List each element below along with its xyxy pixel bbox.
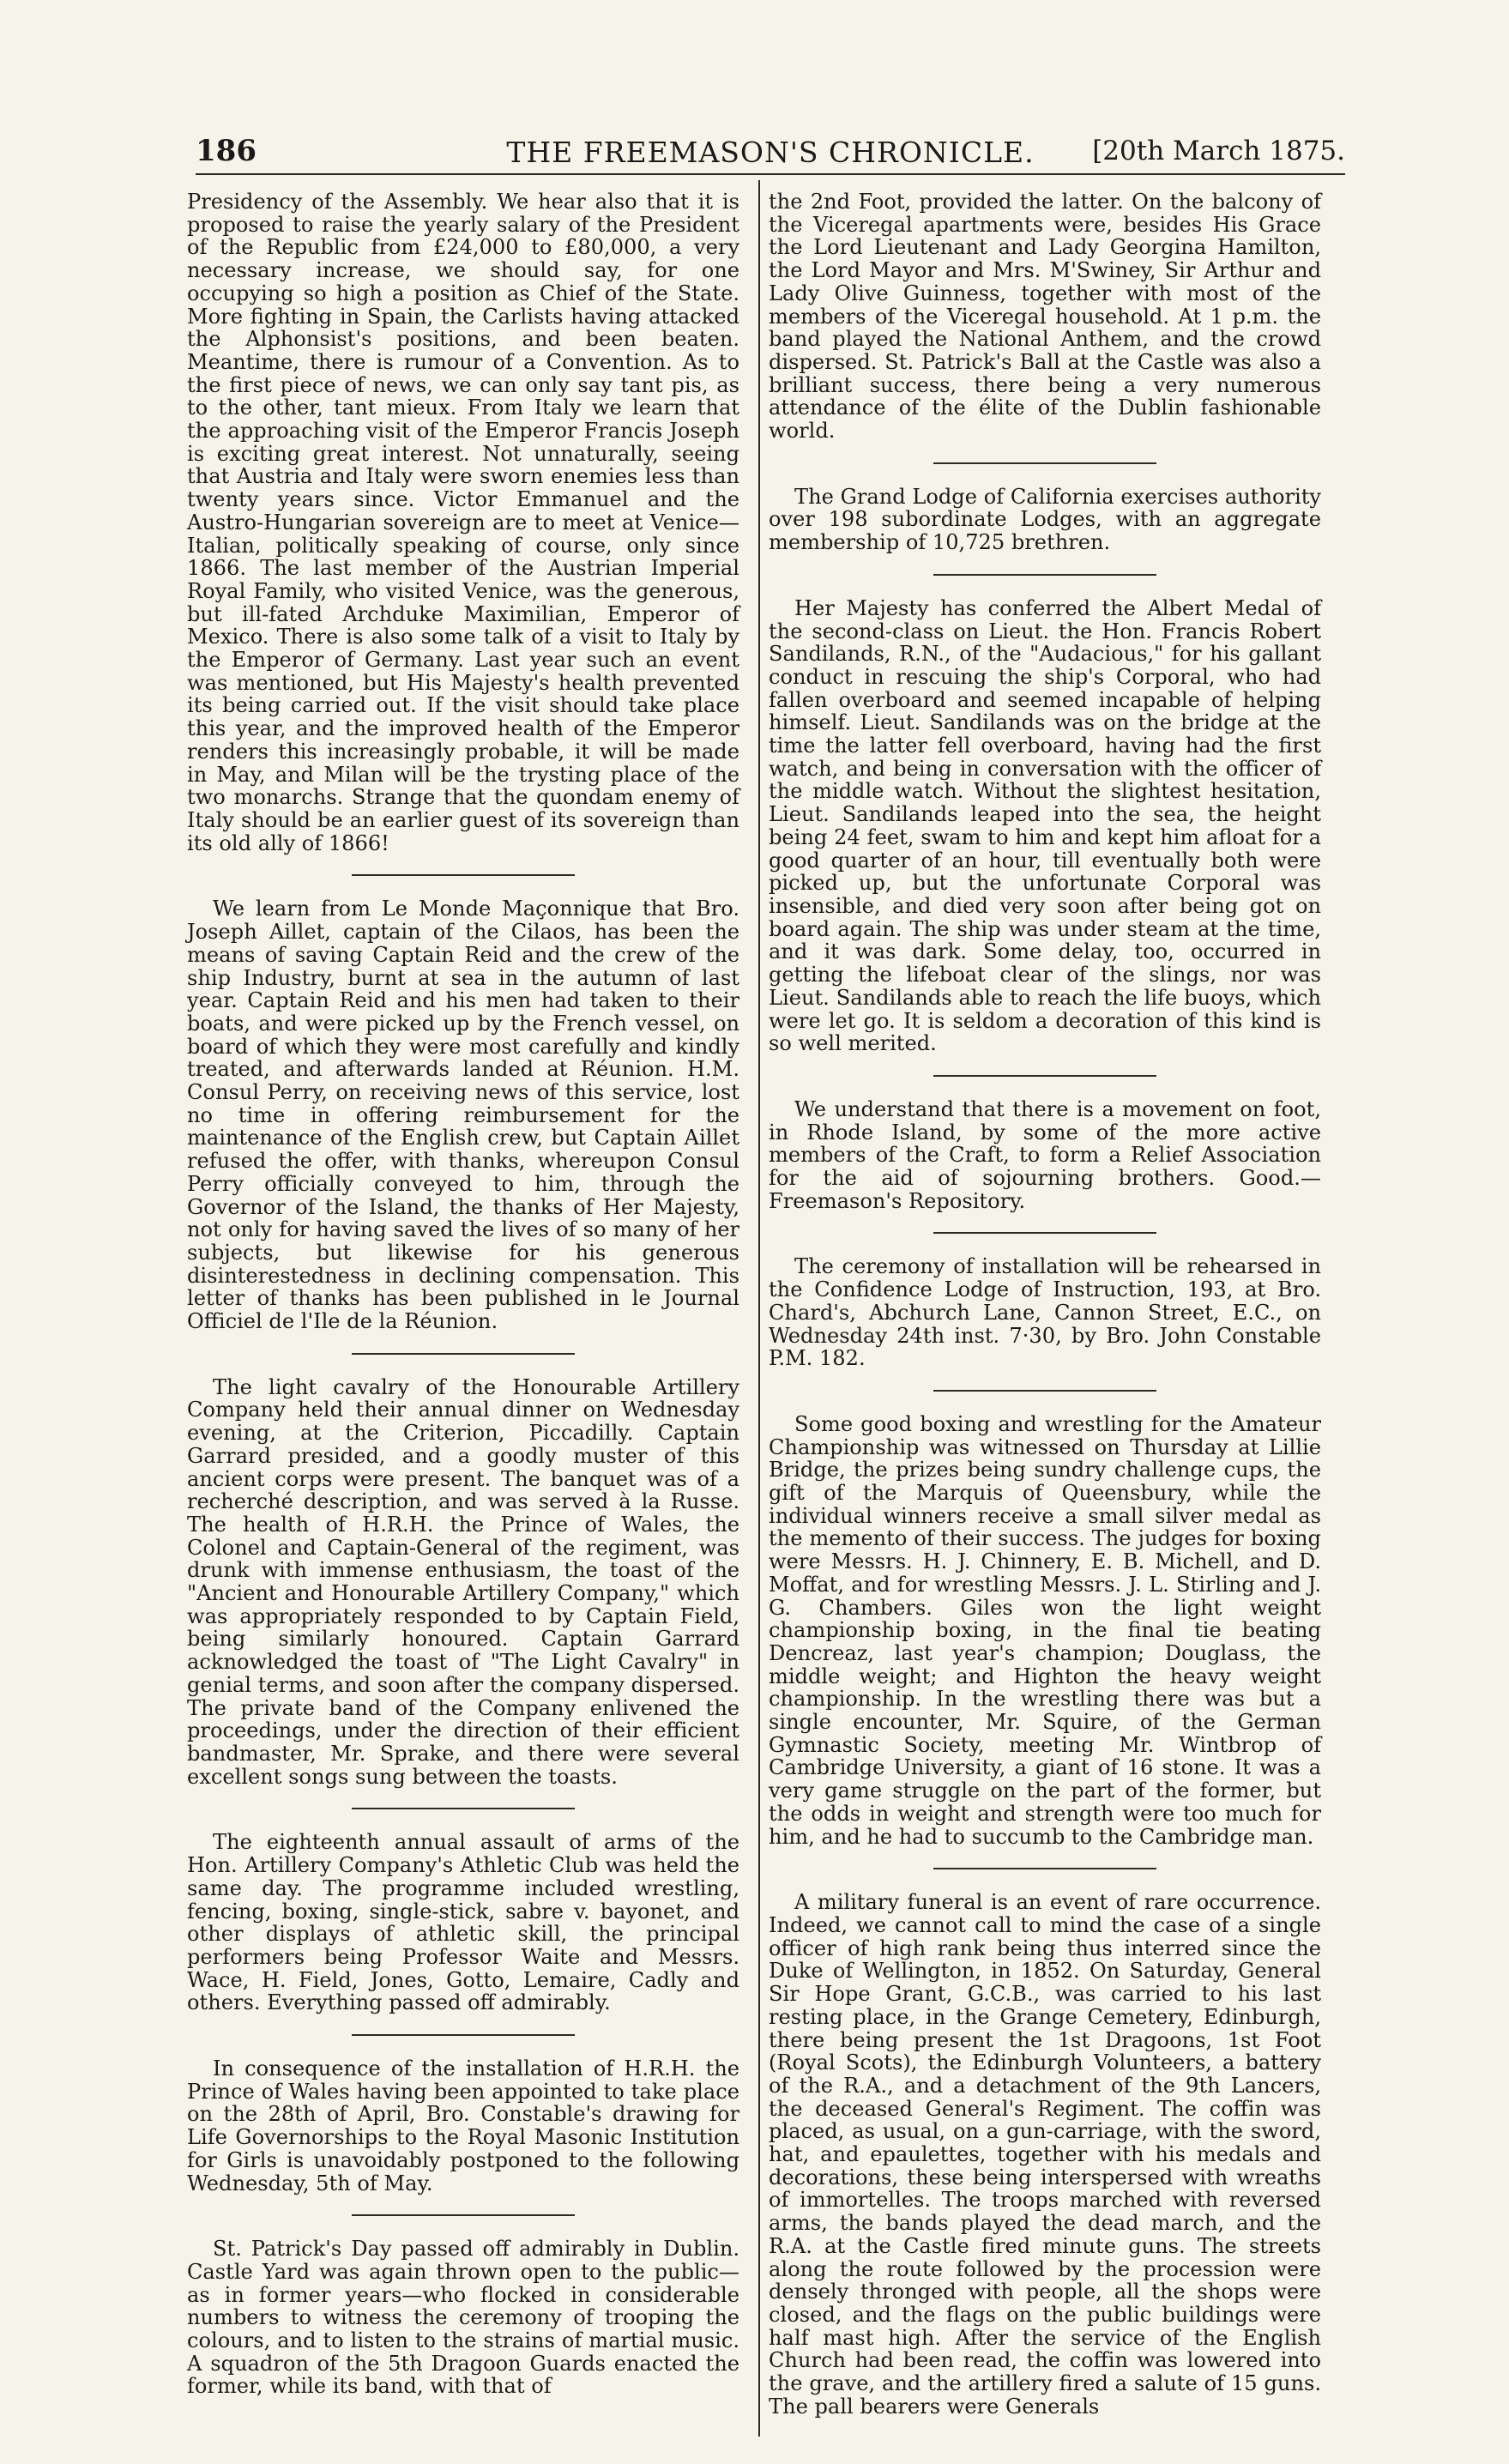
article-paragraph: The eighteenth annual assault of arms of the Hon. Artillery Company's Athletic Club was held the same day. The programme included wrestling, fencing, boxing, single-stick, sabre v. bayonet, and other displays of athletic skill, the principal performers being Professor Waite and Messrs. Wace, H. Field, Jones, Gotto, Lemaire, Cadly and others. Everything passed off admirably. <box>187 1830 739 2015</box>
article-paragraph: In consequence of the installation of H.R.H. the Prince of Wales having been appointed to take place on the 28th of April, Bro. Constable's drawing for Life Governorships to the Royal Masonic Institution for Girls is unavoidably postponed to the following Wednesday, 5th of May. <box>187 2056 739 2195</box>
article-paragraph: Some good boxing and wrestling for the Amateur Championship was witnessed on Thursday at Lillie Bridge, the prizes being sundry challenge cups, the gift of the Marquis of Queensbury, while the individual winners receive a small silver medal as the memento of their success. The judges for boxing were Messrs. H. J. Chinnery, E. B. Michell, and D. Moffat, and for wrestling Messrs. J. L. Stirling and J. G. Chambers. Giles won the light weight championship boxing, in the final tie beating Dencreaz, last year's champion; Douglass, the middle weight; and Highton the heavy weight championship. In the wrestling there was but a single encounter, Mr. Squire, of the German Gymnastic Society, meeting Mr. Wintbrop of Cambridge University, a giant of 16 stone. It was a very game struggle on the part of the former, but the odds in weight and strength were too much for him, and he had to succumb to the Cambridge man. <box>769 1411 1321 1849</box>
section-separator <box>769 1055 1321 1098</box>
article-paragraph: The light cavalry of the Honourable Artillery Company held their annual dinner on Wednesday evening, at the Criterion, Piccadilly. Captain Garrard presided, and a goodly muster of this ancient corps were present. The banquet was of a recherché description, and was served à la Russe. The health of H.R.H. the Prince of Wales, the Colonel and Captain-General of the regiment, was drunk with immense enthusiasm, the toast of the "Ancient and Honourable Artillery Company," which was appropriately responded to by Captain Field, being similarly honoured. Captain Garrard acknowledged the toast of "The Light Cavalry" in genial terms, and soon after the company dispersed. The private band of the Company enlivened the proceedings, under the direction of their efficient bandmaster, Mr. Sprake, and there were several excellent songs sung between the toasts. <box>187 1374 739 1789</box>
section-separator <box>187 1333 739 1376</box>
section-separator <box>187 1788 739 1831</box>
left-column <box>187 190 739 2398</box>
column-divider <box>758 180 760 2437</box>
section-separator <box>769 554 1321 597</box>
article-paragraph: St. Patrick's Day passed off admirably in Dublin. Castle Yard was again thrown open to the public—as in former years—who flocked in considerable numbers to witness the ceremony of trooping the colours, and to listen to the strains of martial music. A squadron of the 5th Dragoon Guards enacted the former, while its band, with that of <box>187 2237 739 2399</box>
section-separator <box>769 1370 1321 1413</box>
right-column <box>769 190 1321 2418</box>
article-paragraph: We learn from Le Monde Maçonnique that Bro. Joseph Aillet, captain of the Cilaos, has been the means of saving Captain Reid and the crew of the ship Industry, burnt at sea in the autumn of last year. Captain Reid and his men had taken to their boats, and were picked up by the French vessel, on board of which they were most carefully and kindly treated, and afterwards landed at Réunion. H.M. Consul Perry, on receiving news of this service, lost no time in offering reimbursement for the maintenance of the English crew, but Captain Aillet refused the offer, with thanks, whereupon Consul Perry officially conveyed to him, through the Governor of the Island, the thanks of Her Majesty, not only for having saved the lives of so many of her subjects, but likewise for his generous disinterestedness in declining compensation. This letter of thanks has been published in le Journal Officiel de l'Ile de la Réunion. <box>187 897 739 1334</box>
article-paragraph: Presidency of the Assembly. We hear also that it is proposed to raise the yearly salary of the President of the Republic from £24,000 to £80,000, a very necessary increase, we should say, for one occupying so high a position as Chief of the State. More fighting in Spain, the Carlists having attacked the Alphonsist's positions, and been beaten. Meantime, there is rumour of a Convention. As to the first piece of news, we can only say tant pis, as to the other, tant mieux. From Italy we learn that the approaching visit of the Emperor Francis Joseph is exciting great interest. Not unnaturally, seeing that Austria and Italy were sworn enemies less than twenty years since. Victor Emmanuel and the Austro-Hungarian sovereign are to meet at Venice—Italian, politically speaking of course, only since 1866. The last member of the Austrian Imperial Royal Family, who visited Venice, was the generous, but ill-fated Archduke Maximilian, Emperor of Mexico. There is also some talk of a visit to Italy by the Emperor of Germany. Last year such an event was mentioned, but His Majesty's health prevented its being carried out. If the visit should take place this year, and the improved health of the Emperor renders this increasingly probable, it will be made in May, and Milan will be the trysting place of the two monarchs. Strange that the quondam enemy of Italy should be an earlier guest of its sovereign than its old ally of 1866! <box>187 190 739 855</box>
journal-title: THE FREEMASON'S CHRONICLE. <box>506 136 1035 169</box>
page-header <box>196 129 1345 175</box>
article-paragraph: The ceremony of installation will be rehearsed in the Confidence Lodge of Instruction, 193, at Bro. Chard's, Abchurch Lane, Cannon Street, E.C., on Wednesday 24th inst. 7·30, by Bro. John Constable P.M. 182. <box>769 1254 1321 1371</box>
section-separator <box>187 855 739 897</box>
page-number: 186 <box>196 134 257 168</box>
section-separator <box>769 1848 1321 1891</box>
article-paragraph: The Grand Lodge of California exercises authority over 198 subordinate Lodges, with an aggregate membership of 10,725 brethren. <box>769 484 1321 555</box>
article-paragraph: Her Majesty has conferred the Albert Medal of the second-class on Lieut. the Hon. Francis Robert Sandilands, R.N., of the "Audacious," for his gallant conduct in rescuing the ship's Corporal, who had fallen overboard and seemed incapable of helping himself. Lieut. Sandilands was on the bridge at the time the latter fell overboard, having had the first watch, and being in conversation with the officer of the middle watch. Without the slightest hesitation, Lieut. Sandilands leaped into the sea, the height being 24 feet, swam to him and kept him afloat for a good quarter of an hour, till eventually both were picked up, but the unfortunate Corporal was insensible, and died very soon after being got on board again. The ship was under steam at the time, and it was dark. Some delay, too, occurred in getting the lifeboat clear of the slings, nor was Lieut. Sandilands able to reach the life buoys, which were let go. It is seldom a decoration of this kind is so well merited. <box>769 595 1321 1056</box>
section-separator <box>769 1212 1321 1255</box>
article-paragraph: A military funeral is an event of rare occurrence. Indeed, we cannot call to mind the case of a single officer of high rank being thus interred since the Duke of Wellington, in 1852. On Saturday, General Sir Hope Grant, G.C.B., was carried to his last resting place, in the Grange Cemetery, Edinburgh, there being present the 1st Dragoons, 1st Foot (Royal Scots), the Edinburgh Volunteers, a battery of the R.A., and a detachment of the 9th Lancers, the deceased General's Regiment. The coffin was placed, as usual, on a gun-carriage, with the sword, hat, and epaulettes, together with his medals and decorations, these being interspersed with wreaths of immortelles. The troops marched with reversed arms, the bands played the dead march, and the R.A. at the Castle fired minute guns. The streets along the route followed by the procession were densely thronged with people, all the shops were closed, and the flags on the public buildings were half mast high. After the service of the English Church had been read, the coffin was lowered into the grave, and the artillery fired a salute of 15 guns. The pall bearers were Generals <box>769 1890 1321 2419</box>
article-paragraph: We understand that there is a movement on foot, in Rhode Island, by some of the more active members of the Craft, to form a Relief Association for the aid of sojourning brothers. Good.—Freemason's Repository. <box>769 1096 1321 1213</box>
section-separator <box>187 2195 739 2238</box>
section-separator <box>187 2014 739 2057</box>
issue-date: [20th March 1875. <box>1092 136 1345 166</box>
article-paragraph: the 2nd Foot, provided the latter. On the balcony of the Viceregal apartments were, besides His Grace the Lord Lieutenant and Lady Georgina Hamilton, the Lord Mayor and Mrs. M'Swiney, Sir Arthur and Lady Olive Guinness, together with most of the members of the Viceregal household. At 1 p.m. the band played the National Anthem, and the crowd dispersed. St. Patrick's Ball at the Castle was also a brilliant success, there being a very numerous attendance of the élite of the Dublin fashionable world. <box>769 190 1321 444</box>
section-separator <box>769 443 1321 486</box>
